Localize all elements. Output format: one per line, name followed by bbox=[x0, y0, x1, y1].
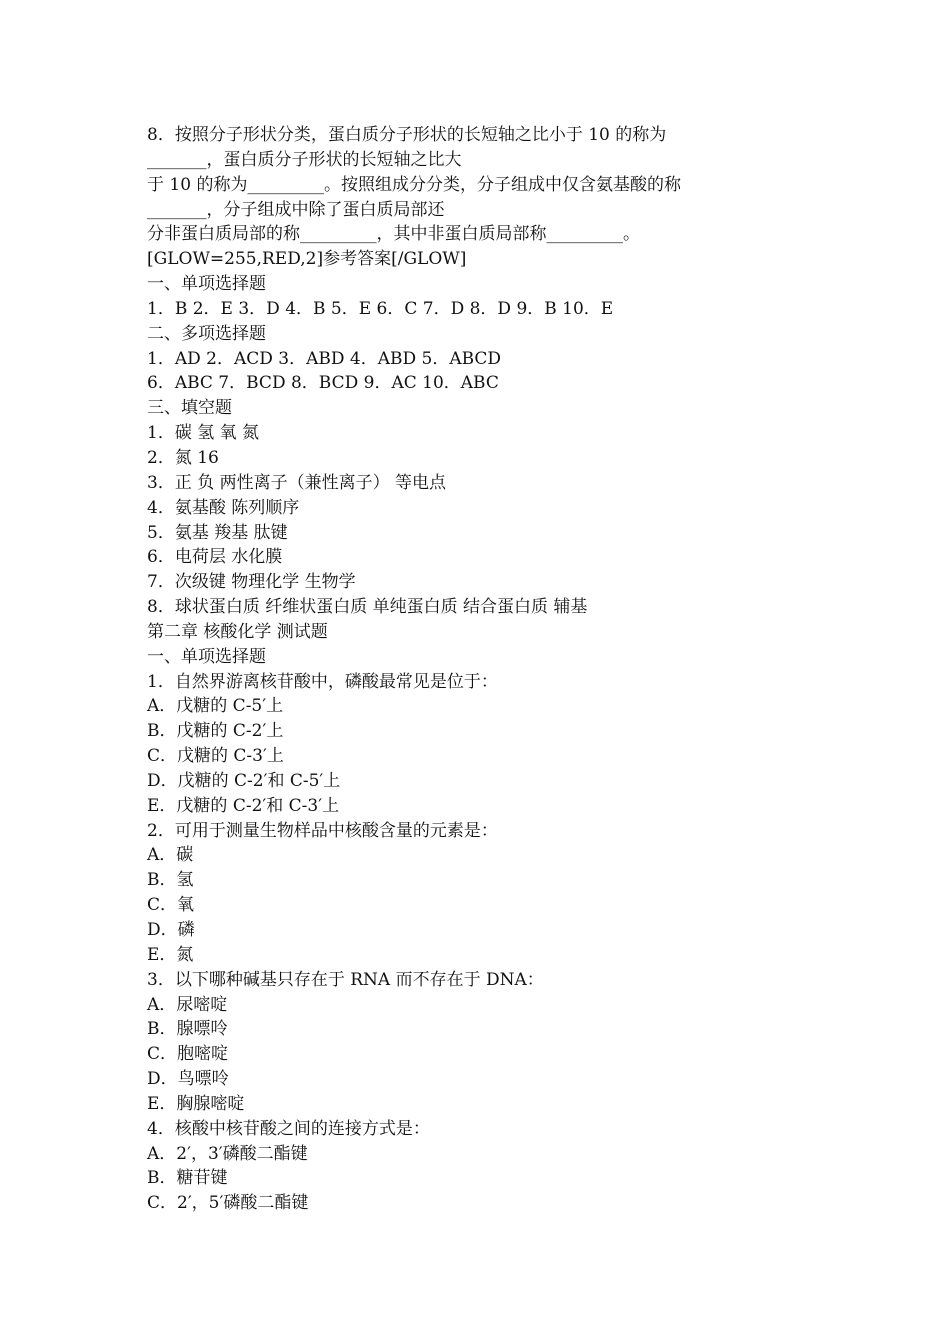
question-text: 3．以下哪种碱基只存在于 RNA 而不存在于 DNA： bbox=[147, 969, 544, 990]
option-text: C．2′，5′磷酸二酯键 bbox=[147, 1193, 309, 1214]
option-text: A．2′，3′磷酸二酯键 bbox=[147, 1143, 308, 1164]
text-line: 7．次级键 物理化学 生物学 bbox=[147, 572, 356, 593]
option-text: B．戊糖的 C-2′上 bbox=[147, 721, 284, 742]
text-line: 于 10 的称为_________。按照组成分分类，分子组成中仅含氨基酸的称 bbox=[147, 174, 681, 195]
text-line: 8．球状蛋白质 纤维状蛋白质 单纯蛋白质 结合蛋白质 辅基 bbox=[147, 597, 588, 618]
text-line: _______，分子组成中除了蛋白质局部还 bbox=[147, 199, 445, 220]
option-text: B．氢 bbox=[147, 870, 194, 891]
text-line: 8．按照分子形状分类，蛋白质分子形状的长短轴之比小于 10 的称为 bbox=[147, 125, 667, 145]
section-heading: 三、填空题 bbox=[147, 398, 232, 419]
option-text: A．尿嘧啶 bbox=[147, 994, 228, 1015]
option-text: D．戊糖的 C-2′和 C-5′上 bbox=[147, 770, 341, 791]
text-line: 1．AD 2．ACD 3．ABD 4．ABD 5．ABCD bbox=[147, 348, 502, 369]
option-text: D．磷 bbox=[147, 920, 195, 940]
text-line: _______，蛋白质分子形状的长短轴之比大 bbox=[147, 149, 462, 170]
text-line: 2．氮 16 bbox=[147, 447, 219, 468]
section-heading: 二、多项选择题 bbox=[147, 323, 266, 344]
option-text: D．鸟嘌呤 bbox=[147, 1069, 229, 1090]
option-text: E．胸腺嘧啶 bbox=[147, 1093, 245, 1114]
section-heading: 一、单项选择题 bbox=[147, 274, 266, 295]
document-page bbox=[147, 123, 797, 1216]
text-line: 5．氨基 羧基 肽键 bbox=[147, 522, 288, 543]
option-text: C．氧 bbox=[147, 895, 195, 916]
option-text: C．戊糖的 C-3′上 bbox=[147, 746, 284, 767]
chapter-heading: 第二章 核酸化学 测试题 bbox=[147, 621, 328, 642]
question-text: 4．核酸中核苷酸之间的连接方式是： bbox=[147, 1118, 430, 1139]
text-line: 6．ABC 7．BCD 8．BCD 9．AC 10．ABC bbox=[147, 373, 499, 394]
option-text: A．碳 bbox=[147, 845, 194, 866]
text-line: 4．氨基酸 陈列顺序 bbox=[147, 497, 300, 518]
question-text: 2．可用于测量生物样品中核酸含量的元素是： bbox=[147, 820, 498, 841]
text-line: 3．正 负 两性离子（兼性离子） 等电点 bbox=[147, 472, 447, 493]
option-text: E．戊糖的 C-2′和 C-3′上 bbox=[147, 795, 340, 816]
option-text: B．糖苷键 bbox=[147, 1168, 228, 1189]
option-text: A．戊糖的 C-5′上 bbox=[147, 696, 284, 717]
text-line: 1．B 2．E 3．D 4．B 5．E 6．C 7．D 8．D 9．B 10．E bbox=[147, 298, 614, 319]
text-line: 分非蛋白质局部的称_________，其中非蛋白质局部称_________。 bbox=[147, 224, 640, 245]
option-text: B．腺嘌呤 bbox=[147, 1019, 228, 1040]
text-line: 1．碳 氢 氧 氮 bbox=[147, 423, 260, 444]
option-text: E．氮 bbox=[147, 944, 194, 965]
option-text: C．胞嘧啶 bbox=[147, 1044, 229, 1065]
section-heading: 一、单项选择题 bbox=[147, 646, 266, 667]
text-line: 6．电荷层 水化膜 bbox=[147, 547, 283, 568]
answer-key-heading: [GLOW=255,RED,2]参考答案[/GLOW] bbox=[147, 249, 467, 270]
question-text: 1．自然界游离核苷酸中，磷酸最常见是位于： bbox=[147, 671, 498, 692]
